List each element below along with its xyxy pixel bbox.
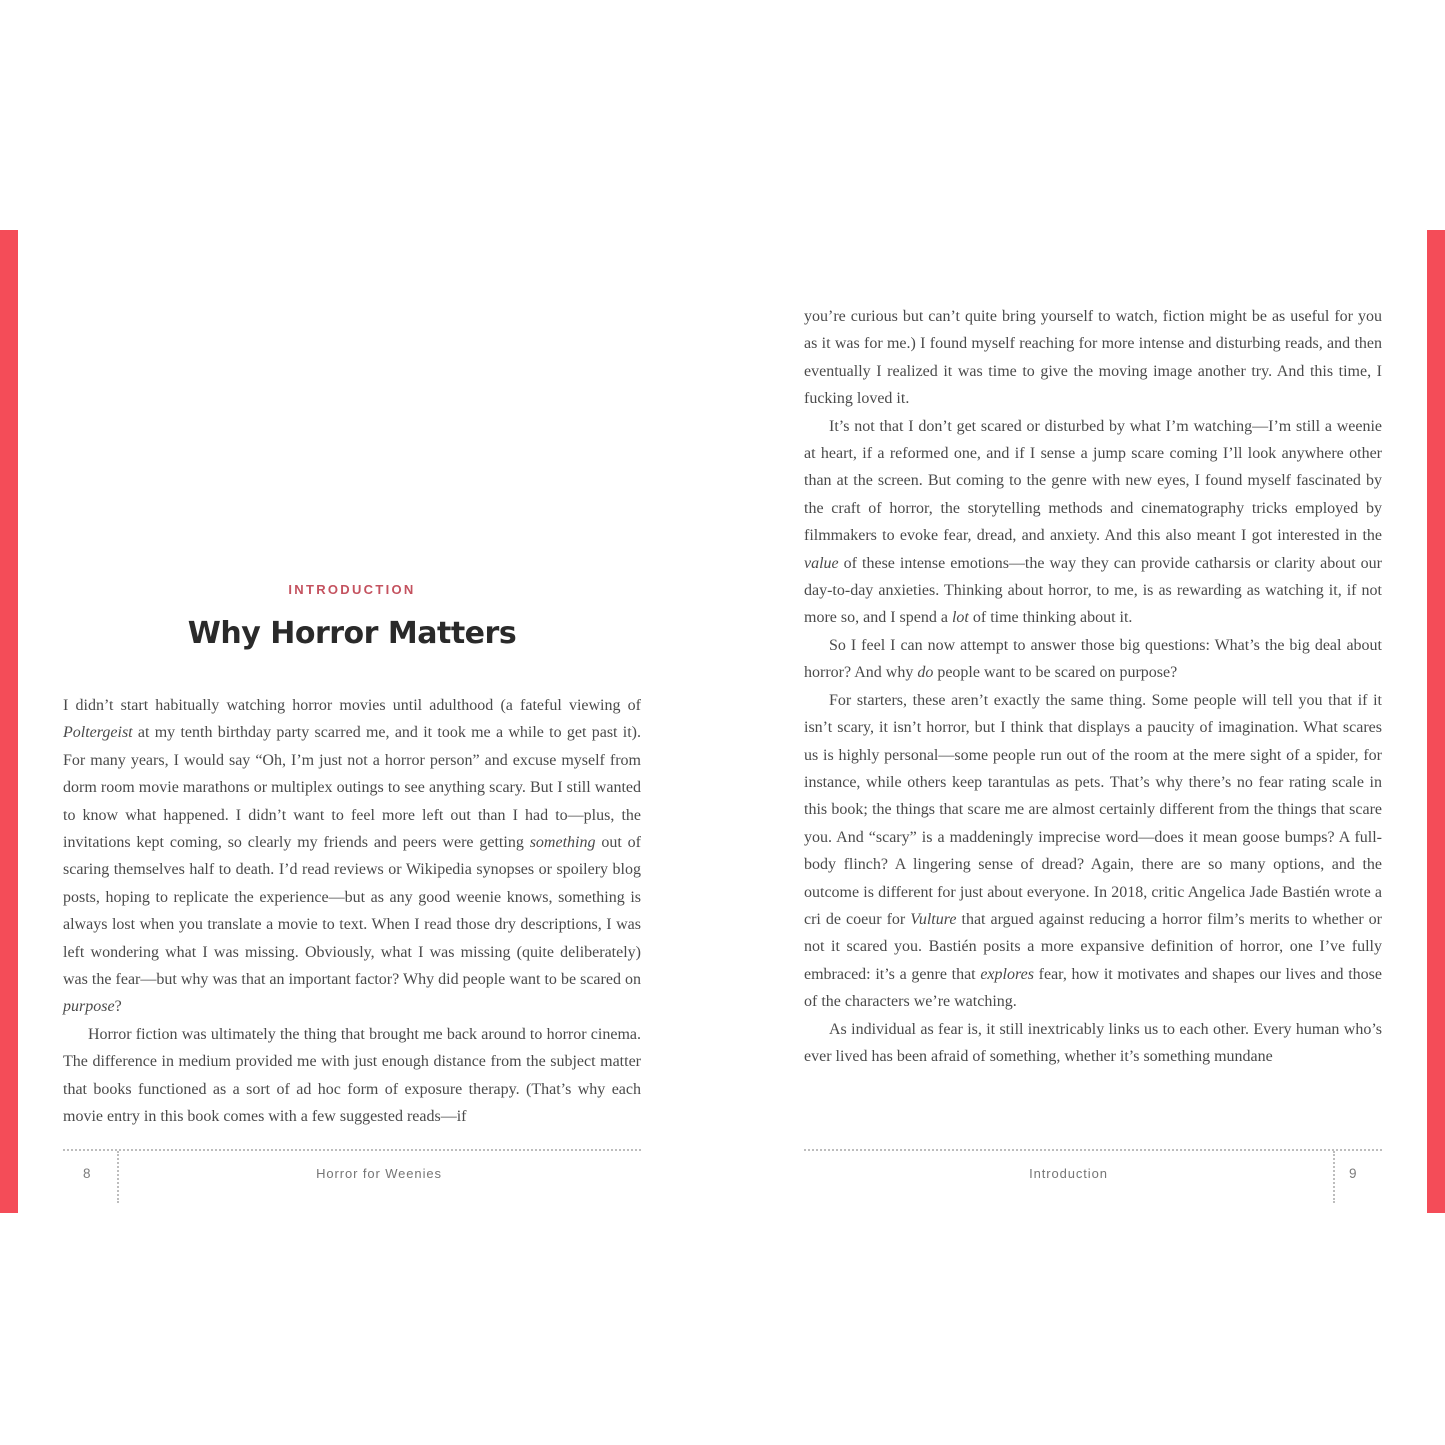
right-page-edge-bar: [1427, 230, 1445, 1213]
body-paragraph: [804, 687, 1382, 1016]
body-paragraph: [63, 1021, 641, 1131]
italic-text-run: Vulture: [910, 910, 957, 928]
text-run: Horror fiction was ultimately the thing that brought me back around to horror cinema. The difference in medium provided me with just enough distance from the subject matter that books functioned as a sort of ad hoc form of exposure therapy. (That’s why each movie entry in this book comes with a few suggested reads—if: [63, 1025, 641, 1126]
italic-text-run: something: [529, 834, 596, 852]
chapter-title: Why Horror Matters: [187, 616, 517, 651]
chapter-kicker: INTRODUCTION: [288, 582, 416, 597]
left-page-edge-bar: [0, 230, 18, 1213]
footer-dotted-rule: [804, 1149, 1382, 1151]
text-run: fear, how it motivates and shapes our lives and those of the characters we’re watching.: [804, 965, 1383, 1011]
text-run: I didn’t start habitually watching horror movies until adulthood (a fateful viewing of: [63, 697, 641, 714]
body-paragraph: [804, 632, 1382, 687]
footer-dotted-separator: [1333, 1151, 1335, 1203]
italic-text-run: do: [917, 664, 934, 682]
page-number: 8: [83, 1166, 91, 1181]
text-run: It’s not that I don’t get scared or disturbed by what I’m watching—I’m still a weenie at heart, if a reformed one, and if I sense a jump scare coming I’ll look anywhere other than at the screen. But coming to the genre with new eyes, I found myself fascinated by the craft of horror, the storytelling methods and cinematography tricks employed by filmmakers to evoke fear, dread, and anxiety. And this also meant I got interested in the: [804, 417, 1382, 545]
footer-dotted-rule: [63, 1149, 641, 1151]
left-page-body-text: [63, 692, 641, 1131]
italic-text-run: lot: [951, 609, 969, 627]
italic-text-run: purpose: [63, 998, 115, 1016]
text-run: For starters, these aren’t exactly the same thing. Some people will tell you that if it isn’t scary, it isn’t horror, but I think that displays a paucity of imagination. What scares us is highly personal—some people run out of the room at the mere sight of a spider, for instance, while others keep tarantulas as pets. That’s why there’s no fear rating scale in this book; the things that scare me are almost certainly different from the things that scare you. And “scary” is a maddeningly imprecise word—does it mean goose bumps? A full-body flinch? A lingering sense of dread? Again, there are so many options, and the outcome is different for just about everyone. In 2018, critic Angelica Jade Bastién wrote a cri de coeur for: [804, 691, 1382, 928]
text-run: out of scaring themselves half to death. I’d read reviews or Wikipedia synopses or spoilery blog posts, hoping to replicate the experience—but as any good weenie knows, something is always lost when you translate a movie to text. When I read those dry descriptions, I was left wondering what I was missing. Obviously, what I was missing (quite deliberately) was the fear—but why was that an important factor? Why did people want to be scared on: [63, 834, 641, 989]
page-number: 9: [1349, 1166, 1357, 1181]
text-run: you’re curious but can’t quite bring yourself to watch, fiction might be as useful for you as it was for me.) I found myself reaching for more intense and disturbing reads, and then eventually I realized it was time to give the moving image another try. And this time, I fucking loved it.: [804, 308, 1382, 408]
body-paragraph: [804, 303, 1382, 413]
body-paragraph: [804, 413, 1382, 632]
text-run: that argued against reducing a horror film’s merits to whether or not it scared you. Bastién posits a more expansive definition of horror, one I’ve fully embraced: it’s a genre that: [804, 910, 1382, 983]
body-paragraph: [804, 1016, 1382, 1071]
running-footer-book-title: Horror for Weenies: [316, 1166, 442, 1181]
text-run: of time thinking about it.: [968, 609, 1133, 627]
italic-text-run: Poltergeist: [63, 724, 133, 742]
italic-text-run: value: [804, 554, 839, 572]
running-footer-chapter-title: Introduction: [1029, 1166, 1108, 1181]
text-run: at my tenth birthday party scarred me, and it took me a while to get past it). For many years, I would say “Oh, I’m just not a horror person” and excuse myself from dorm room movie marathons or multiplex outings to see anything scary. But I still wanted to know what happened. I didn’t want to feel more left out than I had to—plus, the invitations kept coming, so clearly my friends and peers were getting: [63, 724, 641, 852]
body-paragraph: [63, 692, 641, 1021]
text-run: As individual as fear is, it still inextricably links us to each other. Every human who’s ever lived has been afraid of something, whether it’s something mundane: [804, 1020, 1382, 1065]
text-run: of these intense emotions—the way they can provide catharsis or clarity about our day-to-day anxieties. Thinking about horror, to me, is as rewarding as watching it, if not more so, and I spend a: [804, 554, 1382, 627]
left-page-footer: [63, 1149, 641, 1209]
text-run: ?: [114, 998, 122, 1016]
right-page-footer: [804, 1149, 1382, 1209]
right-page-body-text: [804, 303, 1382, 1070]
italic-text-run: explores: [980, 965, 1034, 983]
text-run: people want to be scared on purpose?: [933, 664, 1178, 682]
text-run: So I feel I can now attempt to answer those big questions: What’s the big deal about horror? And why: [804, 636, 1382, 682]
